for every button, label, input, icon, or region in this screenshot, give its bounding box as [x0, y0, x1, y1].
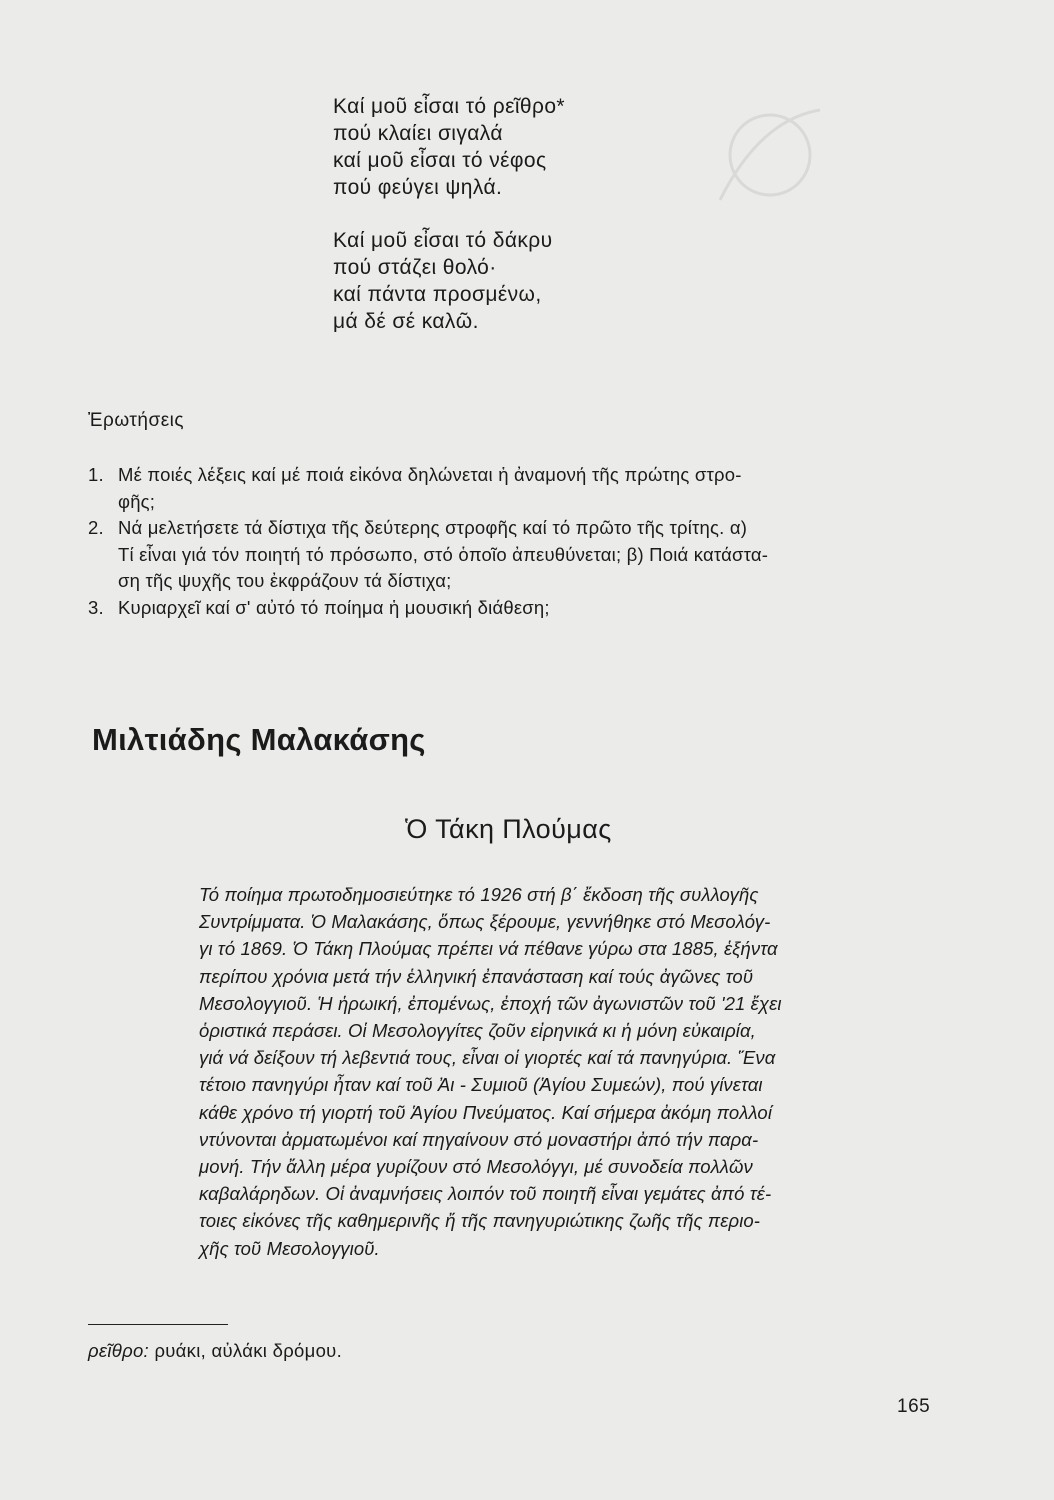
- footnote-definition: ρυάκι, αὐλάκι δρόμου.: [149, 1340, 343, 1361]
- footnote-divider: [88, 1324, 228, 1325]
- intro-line: τέτοιο πανηγύρι ἦταν καί τοῦ Ἀι - Συμιοῦ (Ἁγίου Συμεών), πού γίνεται: [199, 1074, 763, 1096]
- poem-line: Καί μοῦ εἶσαι τό ρεῖθρο*: [333, 95, 565, 118]
- questions-heading: Ἐρωτήσεις: [88, 410, 185, 431]
- intro-line: Μεσολογγιοῦ. Ἡ ἡρωική, ἐπομένως, ἐποχή τῶν ἀγωνιστῶν τοῦ '21 ἔχει: [199, 992, 782, 1014]
- question-item: [88, 515, 958, 595]
- intro-line: τοιες εἰκόνες τῆς καθημερινῆς ἤ τῆς πανηγυριώτικης ζωῆς τῆς περιο-: [199, 1210, 761, 1232]
- question-line: Μέ ποιές λέξεις καί μέ ποιά εἰκόνα δηλώνεται ἡ ἀναμονή τῆς πρώτης στρο-: [118, 464, 742, 485]
- footnote: [88, 1340, 342, 1362]
- intro-line: περίπου χρόνια μετά τήν ἑλληνική ἐπανάσταση καί τούς ἀγῶνες τοῦ: [199, 965, 754, 987]
- question-line: Τί εἶναι γιά τόν ποιητή τό πρόσωπο, στό ὁποῖο ἀπευθύνεται; β) Ποιά κατάστα-: [118, 543, 769, 565]
- poem-line: πού φεύγει ψηλά.: [333, 176, 503, 199]
- poem-excerpt: [333, 93, 565, 335]
- question-line: Νά μελετήσετε τά δίστιχα τῆς δεύτερης στροφῆς καί τό πρῶτο τῆς τρίτης. α): [118, 517, 748, 538]
- question-item: [88, 462, 958, 515]
- intro-line: κάθε χρόνο τή γιορτή τοῦ Ἁγίου Πνεύματος. Καί σήμερα ἀκόμη πολλοί: [199, 1101, 773, 1123]
- intro-line: Τό ποίημα πρωτοδημοσιεύτηκε τό 1926 στή β΄ ἔκδοση τῆς συλλογῆς: [199, 884, 759, 905]
- question-line: ση τῆς ψυχῆς του ἐκφράζουν τά δίστιχα;: [118, 570, 452, 591]
- poem-line: Καί μοῦ εἶσαι τό δάκρυ: [333, 229, 553, 252]
- page-number: 165: [897, 1396, 931, 1417]
- faint-ornament-icon: [700, 100, 830, 220]
- poem-title: Ὁ Τάκη Πλούμας: [405, 814, 612, 844]
- intro-line: γιά νά δείξουν τή λεβεντιά τους, εἶναι οἱ γιορτές καί τά πανηγύρια. Ἕνα: [199, 1047, 776, 1069]
- intro-paragraph: [199, 881, 937, 1262]
- intro-line: ντύνονται ἀρματωμένοι καί πηγαίνουν στό μοναστήρι ἀπό τήν παρα-: [199, 1128, 759, 1150]
- poem-line: μά δέ σέ καλῶ.: [333, 310, 479, 333]
- question-line: φῆς;: [118, 490, 156, 512]
- poem-line: πού κλαίει σιγαλά: [333, 122, 503, 145]
- questions-list: [88, 462, 958, 621]
- author-heading: Μιλτιάδης Μαλακάσης: [92, 722, 426, 757]
- question-line: Κυριαρχεῖ καί σ' αὐτό τό ποίημα ἡ μουσική διάθεση;: [118, 596, 550, 618]
- footnote-term: ρεῖθρο:: [88, 1340, 149, 1361]
- intro-line: γι τό 1869. Ὁ Τάκη Πλούμας πρέπει νά πέθανε γύρω στα 1885, ἑξήντα: [199, 938, 778, 960]
- question-item: [88, 595, 958, 622]
- intro-line: Συντρίμματα. Ὁ Μαλακάσης, ὅπως ξέρουμε, γεννήθηκε στό Μεσολόγ-: [199, 911, 771, 933]
- poem-line: καί μοῦ εἶσαι τό νέφος: [333, 149, 547, 172]
- poem-line: καί πάντα προσμένω,: [333, 283, 542, 306]
- poem-line: πού στάζει θολό·: [333, 256, 497, 279]
- intro-line: καβαλάρηδων. Οἱ ἀναμνήσεις λοιπόν τοῦ ποιητῆ εἶναι γεμάτες ἀπό τέ-: [199, 1183, 772, 1205]
- intro-line: ὁριστικά περάσει. Οἱ Μεσολογγίτες ζοῦν εἰρηνικά κι ἡ μόνη εὐκαιρία,: [199, 1020, 756, 1042]
- question-number: 1.: [88, 464, 104, 485]
- question-number: 3.: [88, 596, 104, 618]
- intro-line: μονή. Τήν ἄλλη μέρα γυρίζουν στό Μεσολόγγι, μέ συνοδεία πολλῶν: [199, 1156, 753, 1178]
- question-number: 2.: [88, 517, 104, 538]
- intro-line: χῆς τοῦ Μεσολογγιοῦ.: [199, 1237, 380, 1259]
